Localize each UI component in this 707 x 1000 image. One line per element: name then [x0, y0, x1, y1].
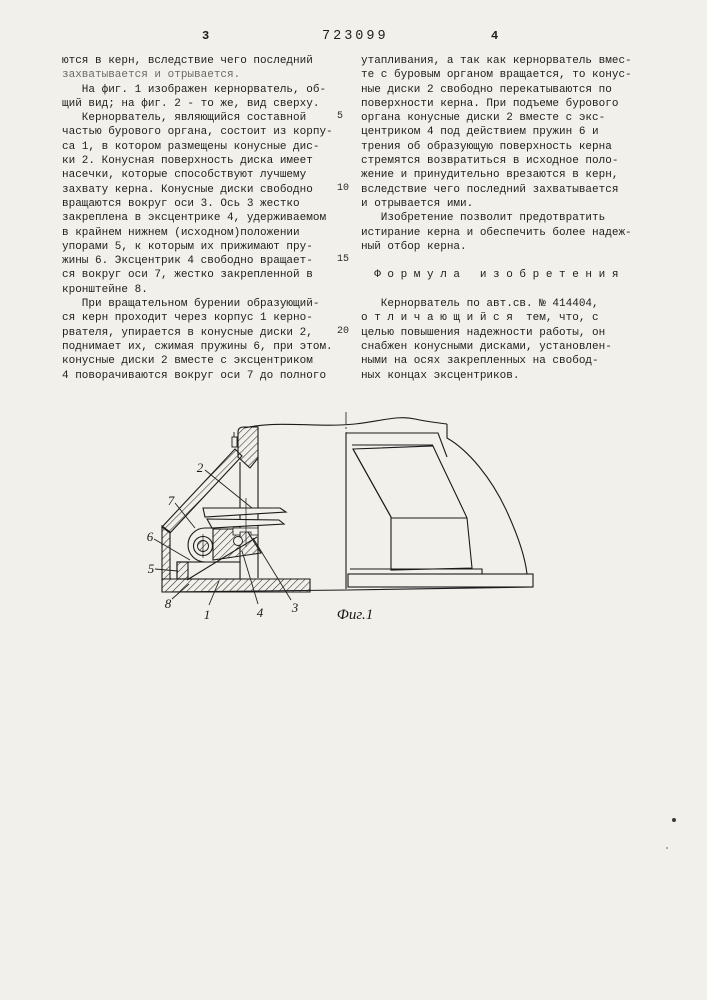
text-line: упорами 5, к которым их прижимают пру- [62, 240, 313, 253]
figure-left-section [162, 427, 310, 592]
text-line: поверхности керна. При подъеме бурового [361, 97, 619, 110]
text-line: ся керн проходит через корпус 1 керно- [62, 312, 313, 325]
ball-detail [234, 537, 243, 546]
patent-number: 723099 [322, 29, 389, 44]
text-line: ный отбор керна. [361, 240, 467, 253]
part-label-3: 3 [291, 600, 299, 615]
part-label-7: 7 [167, 493, 175, 508]
text-line: Изобретение позволит предотвратить [361, 212, 606, 225]
part-label-6: 6 [146, 529, 154, 544]
text-line: кронштейне 8. [62, 283, 148, 296]
text-line: те с буровым органом вращается, то конус- [361, 69, 632, 82]
leader-4 [242, 551, 258, 604]
ink-speck [672, 818, 676, 822]
prism-block [353, 446, 472, 570]
ink-speck [666, 847, 668, 849]
text-line: конусные диски 2 вместе с эксцентриком [62, 355, 313, 368]
text-line: центриком 4 под действием пружин 6 и [361, 126, 599, 139]
text-line: поднимает их, сжимая пружины 6, при этом. [62, 340, 333, 353]
text-line: истирание керна и обеспечить более надеж- [361, 226, 632, 239]
text-line: ки 2. Конусная поверхность диска имеет [62, 155, 313, 168]
margin-line-number: 10 [337, 182, 350, 194]
text-line: закреплена в эксцентрике 4, удерживаемом [62, 212, 327, 225]
text-line: рвателя, упирается в конусные диски 2, [62, 326, 313, 339]
cone-disc-upper [203, 508, 286, 517]
part-label-1: 1 [203, 607, 211, 622]
text-line: ными на осях закрепленных на свобод- [361, 355, 599, 368]
cone-disc-lower [207, 519, 284, 528]
margin-line-number: 20 [337, 325, 350, 337]
text-line: и отрывается ими. [361, 197, 474, 210]
base-bracket-hatched [162, 579, 310, 592]
text-line: ных концах эксцентриков. [361, 369, 520, 382]
text-line: ные диски 2 свободно перекатываются по [361, 83, 612, 96]
text-line: щий вид; на фиг. 2 - то же, вид сверху. [62, 97, 320, 110]
stop-hatched [177, 562, 188, 579]
figure-caption: Фиг.1 [336, 607, 374, 623]
text-line: целью повышения надежности работы, он [361, 326, 606, 339]
part-label-2: 2 [196, 460, 204, 475]
page-number-right: 4 [491, 29, 500, 43]
leader-2 [205, 470, 252, 508]
text-line: в крайнем нижнем (исходном)положении [62, 226, 300, 239]
text-line: са 1, в котором размещены конусные дис- [62, 140, 320, 153]
text-line: насечки, которые способствуют лучшему [62, 169, 307, 182]
page-number-left: 3 [202, 29, 211, 43]
margin-line-number: 15 [337, 254, 350, 266]
text-line: На фиг. 1 изображен кернорватель, об- [62, 83, 327, 96]
margin-line-number: 5 [337, 111, 344, 123]
text-line: Ф о р м у л а и з о б р е т е н и я [361, 269, 619, 282]
base-plate-right [348, 574, 533, 587]
text-line: частью бурового органа, состоит из корпу- [62, 126, 333, 139]
text-line: жины 6. Эксцентрик 4 свободно вращает- [62, 255, 313, 268]
text-line: стремятся возвратиться в исходное поло- [361, 155, 619, 168]
part-label-4: 4 [256, 605, 264, 620]
text-line: жение и принудительно врезаются в керн, [361, 169, 619, 182]
body-top-edge [244, 418, 447, 428]
text-line: о т л и ч а ю щ и й с я тем, что, с [361, 312, 599, 325]
part-label-5: 5 [147, 561, 155, 576]
text-line: ются в керн, вследствие чего последний [62, 55, 313, 67]
text-line: Кернорватель, являющийся составной [62, 112, 307, 125]
leader-6 [154, 539, 190, 560]
text-line: ся вокруг оси 7, жестко закрепленной в [62, 269, 313, 282]
bolt-detail [232, 437, 237, 447]
text-line: трения об образующую поверхность керна [361, 140, 612, 153]
text-line: При вращательном бурении образующий- [62, 298, 320, 311]
text-line: захватывается и отрывается. [62, 69, 241, 82]
text-line: захвату керна. Конусные диски свободно [62, 183, 313, 196]
left-wall-hatched [162, 526, 170, 579]
part-label-8: 8 [164, 596, 172, 611]
text-line: органа конусные диски 2 вместе с экс- [361, 112, 606, 125]
text-line: вследствие чего последний захватывается [361, 183, 619, 196]
text-line: утапливания, а так как кернорватель вмес- [361, 55, 632, 67]
text-line: 4 поворачиваются вокруг оси 7 до полного [62, 369, 327, 382]
column-hatched [238, 427, 258, 468]
text-line: вращаются вокруг оси 3. Ось 3 жестко [62, 197, 300, 210]
text-line: снабжен конусными дисками, установлен- [361, 340, 612, 353]
text-line: Кернорватель по авт.св. № 414404, [361, 298, 599, 311]
